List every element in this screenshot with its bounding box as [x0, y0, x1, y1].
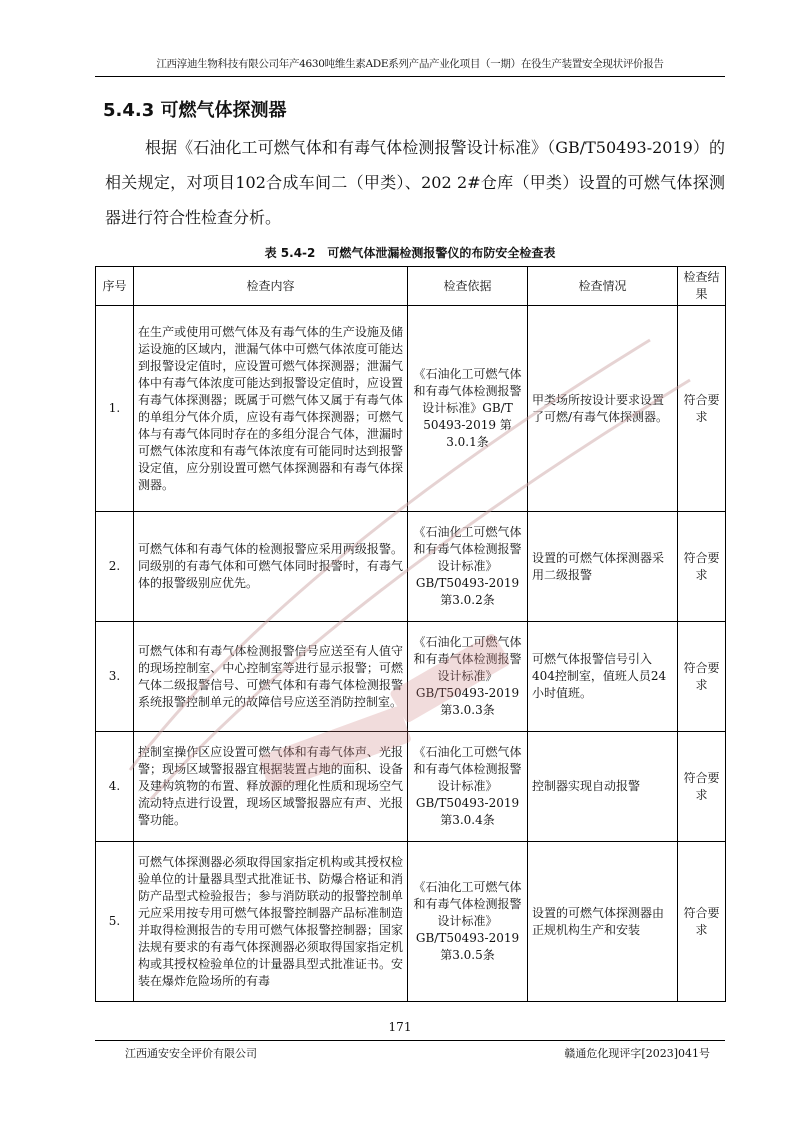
row-num: 2.: [96, 512, 134, 622]
table-header-row: [96, 267, 726, 306]
row-num: 5.: [96, 842, 134, 1002]
section-number: 5.4.3: [103, 100, 155, 121]
page-header: 江西淳迪生物科技有限公司年产4630吨维生素ADE系列产品产业化项目（一期）在役生产装置安全现状评价报告: [156, 58, 664, 70]
section-heading: [103, 96, 287, 122]
row-content: 可燃气体和有毒气体的检测报警应采用两级报警。同级别的有毒气体和可燃气体同时报警时，有毒气体的报警级别应优先。: [134, 512, 408, 622]
page-number: 171: [388, 1020, 412, 1034]
table-caption: 表 5.4-2 可燃气体泄漏检测报警仪的布防安全检查表: [264, 246, 556, 260]
row-status: 甲类场所按设计要求设置了可燃/有毒气体探测器。: [528, 306, 678, 512]
row-content: 可燃气体探测器必须取得国家指定机构或其授权检验单位的计量器具型式批准证书、防爆合格证和消防产品型式检验报告；参与消防联动的报警控制单元应采用按专用可燃气体报警控制器产品标准制造并取得检测报告的专用可燃气体报警控制器；国家法规有要求的有毒气体探测器必须取得国家指定机构或其授权检验单位的计量器具型式批准证书。安装在爆炸危险场所的有毒: [134, 842, 408, 1002]
row-status: 设置的可燃气体探测器由正规机构生产和安装: [528, 842, 678, 1002]
row-basis: 《石油化工可燃气体和有毒气体检测报警设计标准》GB/T50493-2019 第3.0.5条: [408, 842, 528, 1002]
footer-report-number: 赣通危化现评字[2023]041号: [564, 1047, 710, 1060]
header-num: 序号: [96, 267, 134, 306]
header-basis: 检查依据: [408, 267, 528, 306]
row-content: 控制室操作区应设置可燃气体和有毒气体声、光报警；现场区域警报器宜根据装置占地的面积、设备及建构筑物的布置、释放源的理化性质和现场空气流动特点进行设置，现场区域警报器应有声、光报警功能。: [134, 732, 408, 842]
row-content: 在生产或使用可燃气体及有毒气体的生产设施及储运设施的区域内，泄漏气体中可燃气体浓度可能达到报警设定值时，应设置可燃气体探测器；泄漏气体中有毒气体浓度可能达到报警设定值时，应设置有毒气体探测器；既属于可燃气体又属于有毒气体的单组分气体介质，应设有毒气体探测器；可燃气体与有毒气体同时存在的多组分混合气体，泄漏时可燃气体浓度和有毒气体浓度有可能同时达到报警设定值，应分别设置可燃气体探测器和有毒气体探测器。: [134, 306, 408, 512]
section-title: 可燃气体探测器: [160, 100, 287, 121]
header-divider: [95, 76, 725, 77]
table-row: [96, 512, 726, 622]
table-row: [96, 306, 726, 512]
row-status: 设置的可燃气体探测器采用二级报警: [528, 512, 678, 622]
row-basis: 《石油化工可燃气体和有毒气体检测报警设计标准》GB/T50493-2019 第3.0.4条: [408, 732, 528, 842]
row-result: 符合要求: [678, 512, 726, 622]
row-content: 可燃气体和有毒气体检测报警信号应送至有人值守的现场控制室、中心控制室等进行显示报警；可燃气体二级报警信号、可燃气体和有毒气体检测报警系统报警控制单元的故障信号应送至消防控制室。: [134, 622, 408, 732]
row-num: 3.: [96, 622, 134, 732]
table-row: [96, 842, 726, 1002]
table-row: [96, 622, 726, 732]
table-row: [96, 732, 726, 842]
header-result: 检查结果: [678, 267, 726, 306]
footer-divider: [95, 1040, 725, 1041]
row-status: 控制器实现自动报警: [528, 732, 678, 842]
row-status: 可燃气体报警信号引入404控制室，值班人员24小时值班。: [528, 622, 678, 732]
row-result: 符合要求: [678, 622, 726, 732]
row-basis: 《石油化工可燃气体和有毒气体检测报警设计标准》GB/T50493-2019 第3.0.3条: [408, 622, 528, 732]
row-result: 符合要求: [678, 842, 726, 1002]
row-num: 1.: [96, 306, 134, 512]
row-result: 符合要求: [678, 732, 726, 842]
header-content: 检查内容: [134, 267, 408, 306]
footer-company: 江西通安安全评价有限公司: [125, 1047, 257, 1060]
row-basis: 《石油化工可燃气体和有毒气体检测报警设计标准》GB/T50493-2019 第3.0.2条: [408, 512, 528, 622]
row-basis: 《石油化工可燃气体和有毒气体检测报警设计标准》GB/T 50493-2019 第3.0.1条: [408, 306, 528, 512]
safety-check-table: [95, 266, 726, 1002]
header-status: 检查情况: [528, 267, 678, 306]
intro-paragraph: 根据《石油化工可燃气体和有毒气体检测报警设计标准》（GB/T50493-2019）的相关规定，对项目102合成车间二（甲类）、202 2#仓库（甲类）设置的可燃气体探测器进行符合性检查分析。: [105, 138, 725, 227]
row-num: 4.: [96, 732, 134, 842]
row-result: 符合要求: [678, 306, 726, 512]
